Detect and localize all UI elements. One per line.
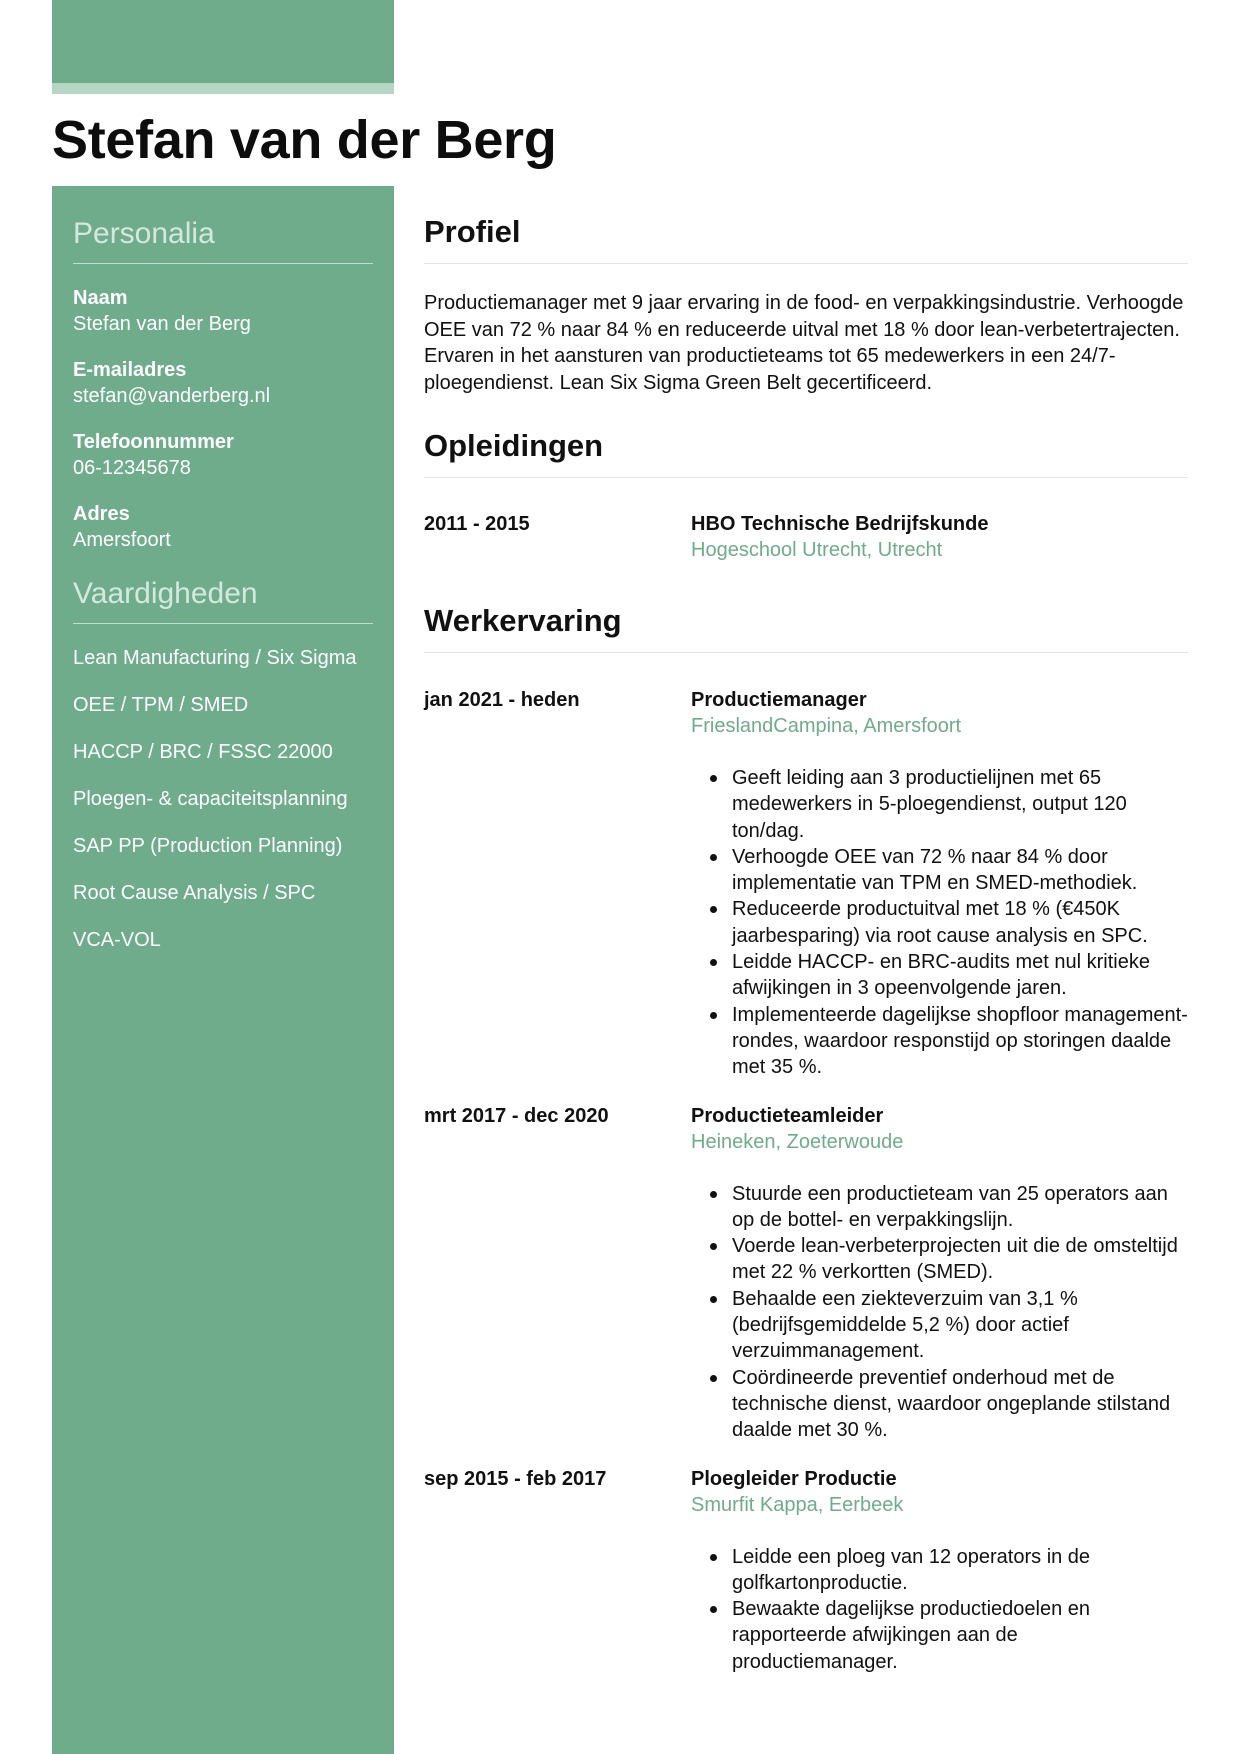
skill-item: SAP PP (Production Planning)	[73, 835, 343, 857]
job-bullets	[691, 765, 1188, 1081]
profile-section	[424, 212, 1188, 396]
experience-date: mrt 2017 - dec 2020	[424, 1104, 609, 1127]
skills-list	[73, 645, 373, 953]
job-bullet: Verhoogde OEE van 72 % naar 84 % door implementatie van TPM en SMED-methodiek.	[732, 844, 1188, 897]
candidate-name: Stefan van der Berg	[52, 110, 557, 170]
job-bullet: Implementeerde dagelijkse shopfloor management-rondes, waardoor responstijd op storingen daalde met 35 %.	[732, 1002, 1188, 1081]
experience-body	[691, 1466, 1188, 1675]
education-section	[424, 426, 1188, 563]
job-bullet: Reduceerde productuitval met 18 % (€450K jaarbesparing) via root cause analysis en SPC.	[732, 896, 1188, 949]
header-accent-stripe	[52, 83, 394, 94]
job-bullets	[691, 1544, 1188, 1675]
header-accent-block	[52, 0, 394, 83]
skill-item: OEE / TPM / SMED	[73, 694, 249, 716]
education-title: HBO Technische Bedrijfskunde	[691, 513, 989, 535]
personalia-item-name	[73, 285, 373, 337]
skill-item: VCA-VOL	[73, 929, 161, 951]
skill-item: Root Cause Analysis / SPC	[73, 882, 316, 904]
personalia-label: E-mailadres	[73, 359, 187, 381]
job-bullet: Bewaakte dagelijkse productiedoelen en rapporteerde afwijkingen aan de productiemanager.	[732, 1596, 1188, 1675]
personalia-value: 06-12345678	[73, 457, 191, 479]
education-body	[691, 511, 1188, 563]
main-content	[424, 212, 1188, 1675]
job-bullet: Geeft leiding aan 3 productielijnen met 65 medewerkers in 5-ploegendienst, output 120 ton/dag.	[732, 765, 1188, 844]
personalia-label: Naam	[73, 287, 128, 309]
skill-item: Lean Manufacturing / Six Sigma	[73, 647, 357, 669]
experience-heading: Werkervaring	[424, 601, 1188, 653]
personalia-label: Adres	[73, 503, 130, 525]
job-company: FrieslandCampina, Amersfoort	[691, 715, 962, 737]
personalia-value: stefan@vanderberg.nl	[73, 385, 271, 407]
experience-entry	[424, 1103, 1188, 1444]
job-title: Ploegleider Productie	[691, 1467, 897, 1490]
job-title: Productieteamleider	[691, 1104, 884, 1127]
personalia-list	[73, 285, 373, 553]
personalia-item-phone	[73, 429, 373, 481]
job-company: Heineken, Zoeterwoude	[691, 1130, 904, 1153]
experience-date: sep 2015 - feb 2017	[424, 1467, 607, 1490]
profile-text: Productiemanager met 9 jaar ervaring in de food- en verpakkingsindustrie. Verhoogde OEE van 72 % naar 84 % en reduceerde uitval met 18 % door lean-verbetertrajecten. Ervaren in het aansturen van productieteams tot 65 medewerkers in een 24/7-ploegendienst. Lean Six Sigma Green Belt gecertificeerd.	[424, 292, 1184, 394]
education-institution: Hogeschool Utrecht, Utrecht	[691, 539, 943, 561]
experience-body	[691, 1103, 1188, 1444]
job-bullet: Behaalde een ziekteverzuim van 3,1 % (bedrijfsgemiddelde 5,2 %) door actief verzuimmanagement.	[732, 1286, 1188, 1365]
education-date: 2011 - 2015	[424, 513, 530, 535]
personalia-value: Amersfoort	[73, 529, 171, 551]
experience-body	[691, 687, 1188, 1081]
skill-item: Ploegen- & capaciteitsplanning	[73, 788, 348, 810]
personalia-heading: Personalia	[73, 216, 373, 264]
job-company: Smurfit Kappa, Eerbeek	[691, 1493, 904, 1516]
personalia-item-address	[73, 501, 373, 553]
job-bullet: Coördineerde preventief onderhoud met de technische dienst, waardoor ongeplande stilstand daalde met 30 %.	[732, 1365, 1188, 1444]
personalia-item-email	[73, 357, 373, 409]
job-bullet: Voerde lean-verbeterprojecten uit die de omsteltijd met 22 % verkortten (SMED).	[732, 1233, 1188, 1286]
job-title: Productiemanager	[691, 689, 867, 711]
personalia-label: Telefoonnummer	[73, 431, 234, 453]
experience-entry	[424, 1466, 1188, 1675]
skills-heading: Vaardigheden	[73, 576, 373, 624]
job-bullets	[691, 1181, 1188, 1444]
skill-item: HACCP / BRC / FSSC 22000	[73, 741, 333, 763]
education-heading: Opleidingen	[424, 426, 1188, 478]
experience-date: jan 2021 - heden	[424, 689, 580, 711]
experience-section	[424, 601, 1188, 1675]
personalia-value: Stefan van der Berg	[73, 313, 251, 335]
job-bullet: Leidde HACCP- en BRC-audits met nul kritieke afwijkingen in 3 opeenvolgende jaren.	[732, 949, 1188, 1002]
experience-entry	[424, 687, 1188, 1081]
job-bullet: Leidde een ploeg van 12 operators in de golfkartonproductie.	[732, 1544, 1188, 1597]
profile-heading: Profiel	[424, 212, 1188, 264]
sidebar	[52, 186, 394, 1754]
job-bullet: Stuurde een productieteam van 25 operators aan op de bottel- en verpakkingslijn.	[732, 1181, 1188, 1234]
education-entry	[424, 511, 1188, 563]
